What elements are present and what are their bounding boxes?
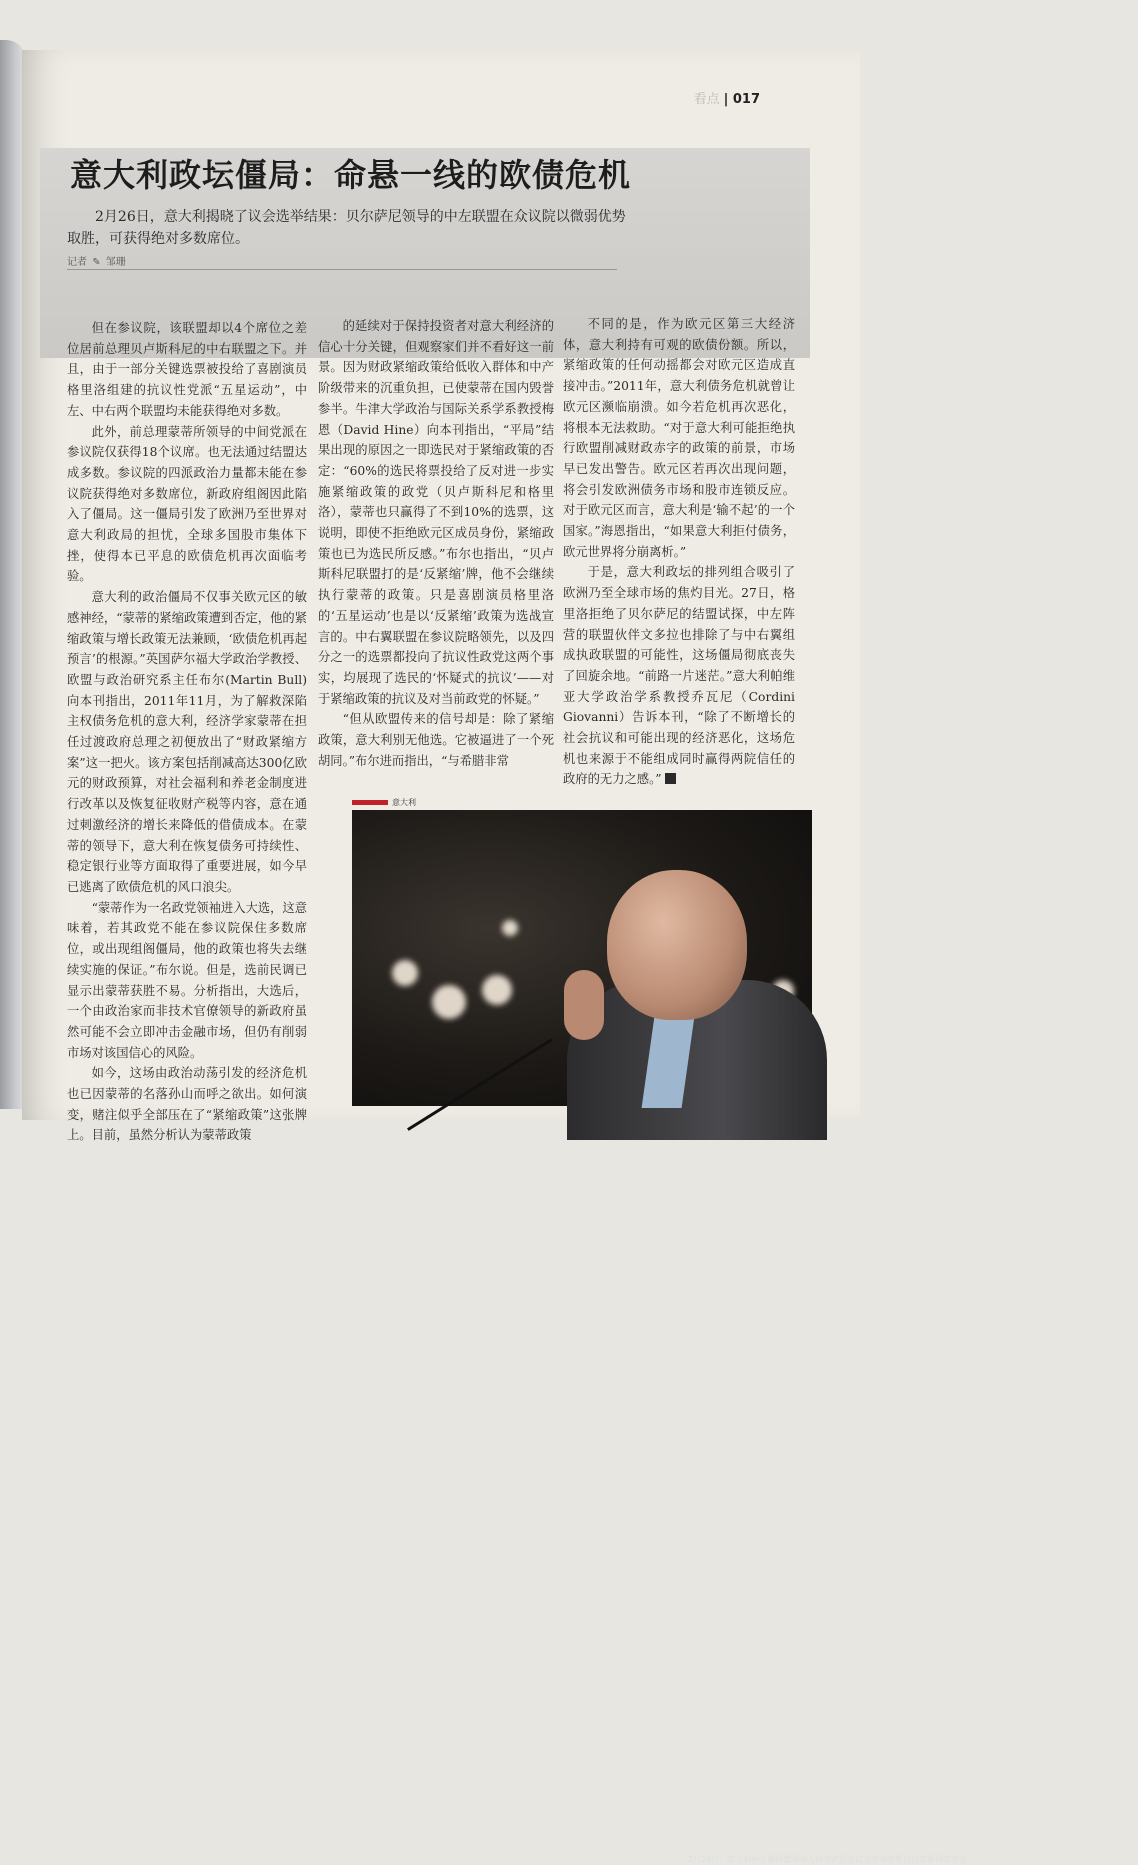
article-photo	[352, 810, 968, 1864]
column-2	[318, 316, 554, 771]
speaker-head	[607, 870, 747, 1020]
column-3	[563, 314, 795, 790]
page-number-value: 017	[732, 92, 760, 107]
photo-label-accent-bar	[352, 800, 388, 805]
column-1	[67, 318, 307, 1146]
paragraph: 意大利的政治僵局不仅事关欧元区的敏感神经，“蒙蒂的紧缩政策遭到否定，他的紧缩政策与增长政策无法兼顾，‘欧债危机再起预言’的根源。”英国萨尔福大学政治学教授、欧盟与政治研究系主任布尔(Martin Bull)向本刊指出，2011年11月，为了解救深陷主权债务危机的意大利，经济学家蒙蒂在担任过渡政府总理之初便放出了“财政紧缩方案”这一把火。该方案包括削减高达300亿欧元的财政预算，对社会福利和养老金制度进行改革以及恢复征收财产税等内容，意在通过刺激经济的增长来降低的借债成本。在蒙蒂的领导下，意大利在恢复债务可持续性、稳定银行业等方面取得了重要进展，如今早已逃离了欧债危机的风口浪尖。	[67, 590, 307, 894]
article-title: 意大利政坛僵局：命悬一线的欧债危机	[70, 156, 632, 194]
paragraph: “但从欧盟传来的信号却是：除了紧缩政策，意大利别无他选。它被逼进了一个死胡同。”布尔进而指出，“与希腊非常	[318, 712, 554, 768]
photo-label-text: 意大利	[392, 798, 416, 807]
paragraph-text: 于是，意大利政坛的排列组合吸引了欧洲乃至全球市场的焦灼目光。27日，格里洛拒绝了贝尔萨尼的结盟试探，中左阵营的联盟伙伴文多拉也排除了与中右翼组成执政联盟的可能性，这场僵局彻底丧失了回旋余地。“前路一片迷茫。”意大利帕维亚大学政治学系教授乔瓦尼（Cordini Giovanni）告诉本刊，“除了不断增长的社会抗议和可能出现的经济恶化，这场危机也来源于不能组成同时赢得两院信任的政府的无力之感。”	[563, 565, 795, 787]
section-label: 看点	[693, 92, 720, 107]
photo-label	[352, 797, 416, 808]
paragraph: 此外，前总理蒙蒂所领导的中间党派在参议院仅获得18个议席。也无法通过结盟达成多数。参议院的四派政治力量都未能在参议院获得绝对多数席位，新政府组阁因此陷入了僵局。这一僵局引发了欧洲乃至世界对意大利政局的担忧，全球多国股市集体下挫，使得本已平息的欧债危机再次面临考验。	[67, 424, 307, 584]
pen-icon: ✎	[92, 257, 101, 268]
speaker-hand	[564, 970, 604, 1040]
magazine-page	[22, 50, 968, 1864]
bokeh-light	[432, 985, 466, 1019]
byline	[67, 253, 126, 268]
paragraph: 如今，这场由政治动荡引发的经济危机也已因蒙蒂的名落孙山而呼之欲出。如何演变，赌注似乎全部压在了“紧缩政策”这张牌上。目前，虽然分析认为蒙蒂政策	[67, 1066, 307, 1143]
bokeh-light	[502, 920, 518, 936]
byline-name: 邹珊	[105, 257, 126, 268]
title-divider	[67, 269, 617, 270]
byline-label: 记者	[67, 257, 87, 268]
paragraph	[563, 562, 795, 790]
bokeh-light	[392, 960, 418, 986]
microphone	[407, 1038, 553, 1131]
paragraph: 的延续对于保持投资者对意大利经济的信心十分关键，但观察家们并不看好这一前景。因为财政紧缩政策给低收入群体和中产阶级带来的沉重负担，已使蒙蒂在国内毁誉参半。牛津大学政治与国际关系学系教授梅恩（David Hine）向本刊指出，“平局”结果出现的原因之一即选民对于紧缩政策的否定：“60%的选民将票投给了反对进一步实施紧缩政策的政党（贝卢斯科尼和格里洛），蒙蒂也只赢得了不到10%的选票，这说明，即使不拒绝欧元区成员身份，紧缩政策也已为选民所反感。”布尔也指出，“贝卢斯科尼联盟打的是‘反紧缩’牌，他不会继续执行蒙蒂的政策。只是喜剧演员格里洛的‘五星运动’也是以‘反紧缩’政策为选战宣言的。中右翼联盟在参议院略领先，以及四分之一的选票都投向了抗议性政党这两个事实，均展现了选民的‘怀疑式的抗议’——对于紧缩政策的抗议及对当前政党的怀疑。”	[318, 319, 554, 706]
paragraph: “蒙蒂作为一名政党领袖进入大选，这意味着，若其政党不能在参议院保住多数席位，或出现组阁僵局，他的政策也将失去继续实施的保证。”布尔说。但是，选前民调已显示出蒙蒂获胜不易。分析指出，大选后，一个由政治家而非技术官僚领导的新政府虽然可能不会立即冲击金融市场，但仍有削弱市场对该国信心的风险。	[67, 900, 307, 1060]
article-end-mark-icon	[665, 773, 676, 784]
photo-caption: 2月26日，意大利中左翼联盟领导人贝尔萨尼在议会选举获胜后出席新闻发布会	[688, 1855, 968, 1864]
page-number: 看点 | 017	[693, 92, 760, 107]
paragraph: 但在参议院，该联盟却以4个席位之差位居前总理贝卢斯科尼的中右联盟之下。并且，由于一部分关键选票被投给了喜剧演员格里洛组建的抗议性党派“五星运动”，中左、中右两个联盟均未能获得绝对多数。	[67, 321, 307, 418]
paragraph: 不同的是，作为欧元区第三大经济体，意大利持有可观的欧债份额。所以，紧缩政策的任何动摇都会对欧元区造成直接冲击。”2011年，意大利债务危机就曾让欧元区濒临崩溃。如今若危机再次恶化，将根本无法救助。“对于意大利可能拒绝执行欧盟削减财政赤字的政策的前景，市场早已发出警告。欧元区若再次出现问题，将会引发欧洲债务市场和股市连锁反应。对于欧元区而言，意大利是‘输不起’的一个国家。”海恩指出，“如果意大利拒付债务，欧元世界将分崩离析。”	[563, 317, 795, 559]
bokeh-light	[482, 975, 512, 1005]
article-lead: 2月26日，意大利揭晓了议会选举结果：贝尔萨尼领导的中左联盟在众议院以微弱优势取胜，可获得绝对多数席位。	[67, 209, 626, 247]
